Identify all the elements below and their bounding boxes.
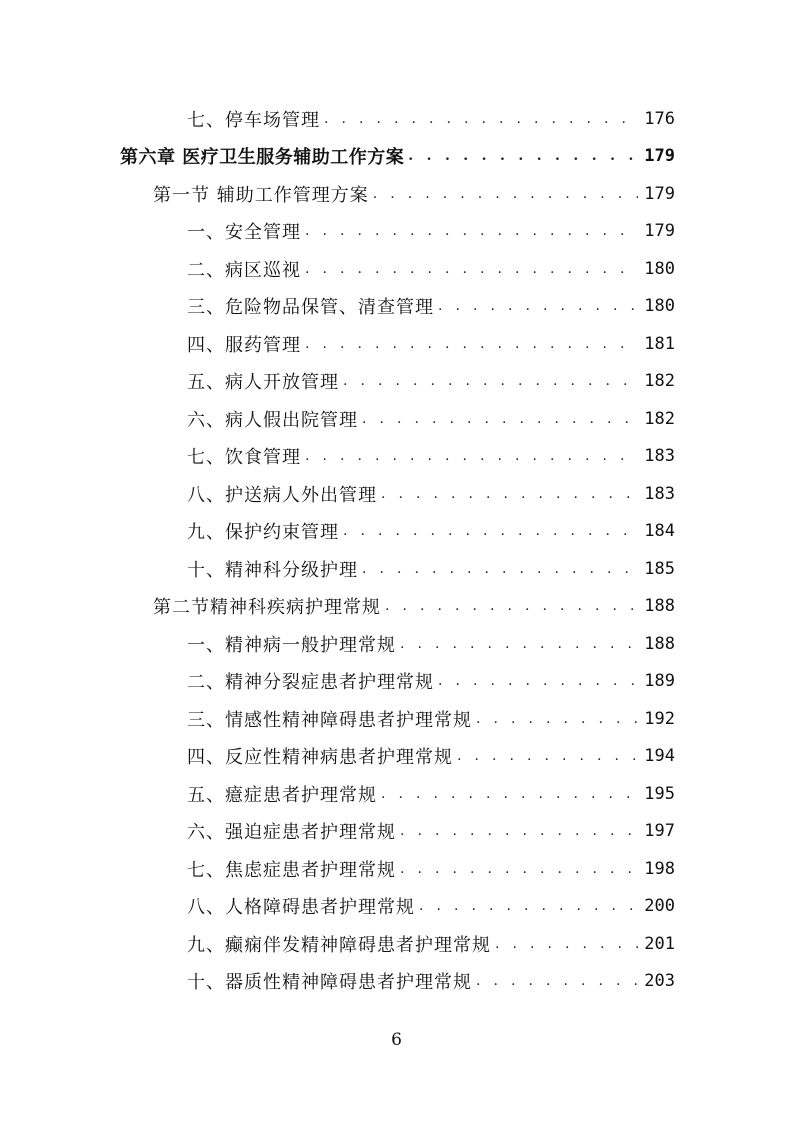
toc-entry-title: 四、服药管理	[187, 334, 301, 356]
dot-leader	[362, 561, 638, 577]
toc-entry[interactable]	[187, 400, 675, 437]
toc-entry-page: 181	[644, 333, 675, 354]
toc-entry[interactable]	[187, 850, 675, 887]
toc-entry[interactable]	[187, 250, 675, 287]
toc-entry-page: 176	[644, 108, 675, 129]
dot-leader	[419, 898, 638, 914]
toc-entry-title: 五、癔症患者护理常规	[187, 784, 377, 806]
toc-entry-page: 194	[644, 746, 675, 766]
toc-entry-page: 185	[644, 558, 675, 579]
toc-entry[interactable]	[187, 663, 675, 700]
toc-entry[interactable]	[187, 438, 675, 475]
toc-entry-title: 一、精神病一般护理常规	[187, 634, 396, 656]
dot-leader	[343, 523, 638, 539]
dot-leader	[400, 823, 638, 839]
toc-chapter-heading[interactable]	[120, 138, 675, 175]
dot-leader	[476, 711, 638, 727]
toc-entry-title: 七、焦虑症患者护理常规	[187, 859, 396, 881]
toc-entry-title: 第一节 辅助工作管理方案	[153, 184, 369, 206]
dot-leader	[305, 448, 638, 464]
toc-entry-title: 六、病人假出院管理	[187, 409, 358, 431]
toc-entry-title: 第二节精神科疾病护理常规	[153, 597, 381, 618]
toc-entry-page: 182	[644, 371, 675, 391]
dot-leader	[324, 111, 638, 127]
toc-entry-title: 四、反应性精神病患者护理常规	[187, 747, 453, 768]
toc-entry-title: 二、精神分裂症患者护理常规	[187, 672, 434, 693]
toc-entry[interactable]	[187, 888, 675, 925]
toc-entry-title: 六、强迫症患者护理常规	[187, 822, 396, 843]
toc-entry-page: 188	[644, 633, 675, 654]
toc-entry-page: 201	[644, 933, 675, 954]
toc-entry[interactable]	[187, 625, 675, 662]
toc-entry-title: 十、器质性精神障碍患者护理常规	[187, 972, 472, 993]
toc-section-heading[interactable]	[153, 588, 675, 625]
toc-entry-page: 183	[644, 446, 675, 466]
toc-entry-page: 203	[644, 971, 675, 991]
toc-entry-title: 二、病区巡视	[187, 259, 301, 281]
dot-leader	[457, 748, 638, 764]
toc-entry-page: 198	[644, 858, 675, 879]
toc-entry-title: 八、人格障碍患者护理常规	[187, 897, 415, 918]
toc-entry-page: 180	[644, 258, 675, 279]
toc-entry-title: 九、保护约束管理	[187, 522, 339, 543]
toc-section-heading[interactable]	[153, 175, 675, 212]
dot-leader	[400, 861, 638, 877]
toc-entry-title: 一、安全管理	[187, 222, 301, 243]
toc-entry[interactable]	[187, 513, 675, 550]
toc-entry-title: 七、停车场管理	[187, 109, 320, 131]
page-number: 6	[391, 1030, 402, 1050]
toc-entry-page: 183	[644, 483, 675, 504]
toc-entry-page: 189	[644, 671, 675, 691]
dot-leader	[476, 973, 638, 989]
toc-entry-page: 180	[644, 296, 675, 316]
toc-entry-title: 九、癫痫伴发精神障碍患者护理常规	[187, 934, 491, 956]
toc-entry-page: 179	[644, 183, 675, 204]
toc-entry-page: 195	[644, 783, 675, 804]
dot-leader	[305, 223, 638, 239]
toc-entry-page: 200	[644, 896, 675, 916]
toc-entry-title: 第六章 医疗卫生服务辅助工作方案	[120, 147, 405, 168]
dot-leader	[408, 148, 638, 164]
toc-entry[interactable]	[187, 100, 675, 137]
toc-entry[interactable]	[187, 325, 675, 362]
toc-entry[interactable]	[187, 288, 675, 325]
toc-entry-title: 三、情感性精神障碍患者护理常规	[187, 709, 472, 731]
dot-leader	[305, 336, 638, 352]
toc-entry[interactable]	[187, 925, 675, 962]
toc-entry[interactable]	[187, 363, 675, 400]
toc-entry-page: 179	[644, 146, 675, 166]
dot-leader	[381, 786, 638, 802]
toc-entry[interactable]	[187, 775, 675, 812]
toc-entry-page: 188	[644, 596, 675, 616]
toc-entry-page: 184	[644, 521, 675, 541]
toc-entry[interactable]	[187, 475, 675, 512]
dot-leader	[343, 373, 638, 389]
dot-leader	[438, 673, 638, 689]
toc-entry-title: 八、护送病人外出管理	[187, 484, 377, 506]
toc-entry-title: 七、饮食管理	[187, 447, 301, 468]
toc-entry[interactable]	[187, 963, 675, 1000]
dot-leader	[400, 636, 638, 652]
dot-leader	[438, 298, 638, 314]
toc-entry-page: 192	[644, 708, 675, 729]
toc-entry-title: 五、病人开放管理	[187, 372, 339, 393]
toc-entry-title: 十、精神科分级护理	[187, 559, 358, 581]
toc-entry[interactable]	[187, 700, 675, 737]
dot-leader	[381, 486, 638, 502]
toc-entry-page: 197	[644, 821, 675, 841]
dot-leader	[305, 261, 638, 277]
toc-entry-title: 三、危险物品保管、清查管理	[187, 297, 434, 318]
dot-leader	[385, 598, 638, 614]
toc-entry[interactable]	[187, 213, 675, 250]
dot-leader	[373, 186, 639, 202]
dot-leader	[362, 411, 638, 427]
toc-entry[interactable]	[187, 550, 675, 587]
toc-entry[interactable]	[187, 813, 675, 850]
toc-entry[interactable]	[187, 738, 675, 775]
toc-entry-page: 179	[644, 221, 675, 241]
dot-leader	[495, 936, 638, 952]
toc-entry-page: 182	[644, 408, 675, 429]
